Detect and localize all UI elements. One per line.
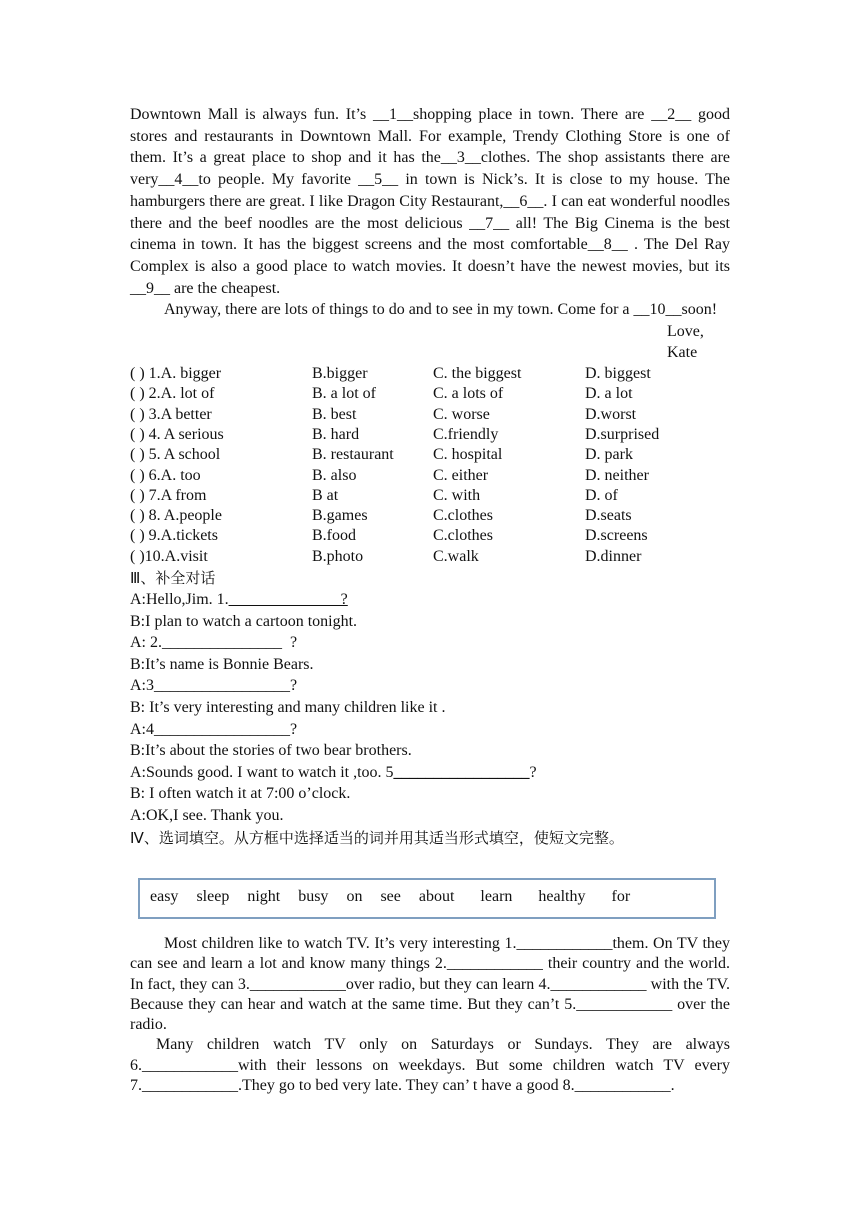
option-b: B. restaurant <box>312 446 394 464</box>
option-c: C. with <box>433 486 481 504</box>
dialogue-line: B: It’s very interesting and many children like it . <box>130 698 446 716</box>
option-d: D. of <box>585 486 618 504</box>
option-c: C. either <box>433 466 489 484</box>
option-b: B. also <box>312 466 357 484</box>
question-row <box>130 506 730 526</box>
word-bank-item: night <box>247 888 281 905</box>
option-b: B.food <box>312 527 356 545</box>
dialogue-text: A:Sounds good. I want to watch it ,too. 5 <box>130 763 394 781</box>
section-4-title: Ⅳ、选词填空。从方框中选择适当的词并用其适当形式填空，使短文完整。 <box>130 828 624 847</box>
dialogue <box>130 589 730 827</box>
answer-blank[interactable]: ( ) 8. A.people <box>130 507 222 525</box>
answer-blank-2[interactable]: _______________ <box>162 634 282 652</box>
option-c: C.friendly <box>433 425 499 443</box>
dialogue-line <box>130 675 730 697</box>
dialogue-text: A:4 <box>130 720 154 738</box>
word-bank-item: on <box>346 888 363 905</box>
question-row <box>130 526 730 546</box>
word-bank-item: healthy <box>538 888 586 905</box>
section-3-title: Ⅲ、补全对话 <box>130 569 216 587</box>
answer-blank[interactable]: ( ) 9.A.tickets <box>130 527 218 545</box>
fill-in-passage <box>130 934 730 1096</box>
option-d: D.screens <box>585 527 648 545</box>
option-d: D.surprised <box>585 425 660 443</box>
question-row <box>130 445 730 465</box>
option-c: C. a lots of <box>433 385 504 403</box>
option-b: B. best <box>312 405 357 423</box>
option-d: D.worst <box>585 405 637 423</box>
word-bank-item: see <box>380 888 401 905</box>
dialogue-line <box>130 719 730 741</box>
dialogue-text: ? <box>282 634 298 652</box>
question-row <box>130 466 730 486</box>
question-row <box>130 547 730 567</box>
answer-blank[interactable]: ( ) 6.A. too <box>130 466 201 484</box>
answer-blank[interactable]: ( )10.A.visit <box>130 547 208 565</box>
exam-page <box>130 104 730 849</box>
dialogue-line: A:OK,I see. Thank you. <box>130 806 284 824</box>
dialogue-text: ? <box>290 720 298 738</box>
dialogue-line: B:It’s name is Bonnie Bears. <box>130 655 314 673</box>
dialogue-text: ? <box>529 763 537 781</box>
answer-blank[interactable]: ( ) 3.A better <box>130 405 212 423</box>
option-c: C. hospital <box>433 446 503 464</box>
cloze-passage: Downtown Mall is always fun. It’s __1__shopping place in town. There are __2__ good stores and restaurants in Downtown Mall. For example, Trendy Clothing Store is one of them. It’s a great place to shop and it has the__3__clothes. The shop assistants there are very__4__to people. My favorite __5__ in town is Nick’s. It is close to my house. The hamburgers there are great. I like Dragon City Restaurant,__6__. I can eat wonderful noodles there and the beef noodles are the most delicious __7__ all! The Big Cinema is the best cinema in town. It has the biggest screens and the most comfortable__8__ . The Del Ray Complex is also a good place to watch movies. It doesn’t have the newest movies, but its __9__ are the cheapest. <box>130 106 730 297</box>
word-bank-item: sleep <box>196 888 230 905</box>
dialogue-line: B:I plan to watch a cartoon tonight. <box>130 612 358 630</box>
word-bank-item: easy <box>150 888 179 905</box>
option-d: D.dinner <box>585 547 642 565</box>
word-bank <box>150 888 644 906</box>
letter-closing: Love, <box>667 323 704 341</box>
word-bank-box <box>138 878 716 919</box>
answer-blank-3[interactable]: _________________ <box>154 677 290 695</box>
option-d: D. park <box>585 446 633 464</box>
option-b: B.bigger <box>312 365 368 383</box>
letter-signature: Kate <box>667 344 698 362</box>
option-b: B at <box>312 486 339 504</box>
option-d: D.seats <box>585 507 632 525</box>
option-c: C.clothes <box>433 507 493 525</box>
dialogue-text: A:3 <box>130 677 154 695</box>
word-bank-item: about <box>418 888 455 905</box>
dialogue-line <box>130 632 730 654</box>
dialogue-text: ? <box>290 677 298 695</box>
option-b: B. a lot of <box>312 385 376 403</box>
dialogue-line: B: I often watch it at 7:00 o’clock. <box>130 785 351 803</box>
question-row <box>130 364 730 384</box>
answer-blank-5[interactable]: _________________ <box>393 763 530 781</box>
cloze-options-table <box>130 364 730 567</box>
option-d: D. neither <box>585 466 649 484</box>
dialogue-text: A:Hello,Jim. 1. <box>130 591 229 608</box>
question-row <box>130 405 730 425</box>
option-b: B. hard <box>312 425 360 443</box>
dialogue-line <box>130 762 730 784</box>
answer-blank[interactable]: ( ) 7.A from <box>130 486 207 504</box>
answer-blank[interactable]: ( ) 5. A school <box>130 446 221 464</box>
cloze-passage-ending: Anyway, there are lots of things to do and to see in my town. Come for a __10__soon! <box>164 301 718 319</box>
option-d: D. a lot <box>585 385 633 403</box>
word-bank-item: learn <box>480 888 513 905</box>
answer-blank[interactable]: ( ) 2.A. lot of <box>130 385 215 403</box>
option-c: C.clothes <box>433 527 493 545</box>
dialogue-line <box>130 589 730 611</box>
question-row <box>130 384 730 404</box>
answer-blank-1[interactable]: ______________? <box>228 591 348 608</box>
word-bank-item: busy <box>298 888 329 905</box>
fill-in-paragraph: Most children like to watch TV. It’s very interesting 1.____________them. On TV they can see and learn a lot and know many things 2.____________ their country and the world. In fact, they can 3.____________over radio, but they can learn 4.____________ with the TV. Because they can hear and watch at the same time. But they can’t 5.____________ over the radio. <box>130 935 730 1034</box>
dialogue-text: A: 2. <box>130 634 162 652</box>
question-row <box>130 425 730 445</box>
option-d: D. biggest <box>585 365 651 383</box>
answer-blank[interactable]: ( ) 1.A. bigger <box>130 365 222 383</box>
word-bank-item: for <box>611 888 631 905</box>
option-c: C. the biggest <box>433 365 522 383</box>
answer-blank-4[interactable]: _________________ <box>154 720 290 738</box>
answer-blank[interactable]: ( ) 4. A serious <box>130 425 224 443</box>
dialogue-line: B:It’s about the stories of two bear brothers. <box>130 742 412 760</box>
option-b: B.games <box>312 507 368 525</box>
option-c: C. worse <box>433 405 490 423</box>
option-c: C.walk <box>433 547 479 565</box>
fill-in-paragraph: Many children watch TV only on Saturdays or Sundays. They are always 6.____________with their lessons on weekdays. But some children watch TV every 7.____________.They go to bed very late. They can’ t have a good 8.____________. <box>130 1036 730 1095</box>
option-b: B.photo <box>312 547 364 565</box>
question-row <box>130 486 730 506</box>
